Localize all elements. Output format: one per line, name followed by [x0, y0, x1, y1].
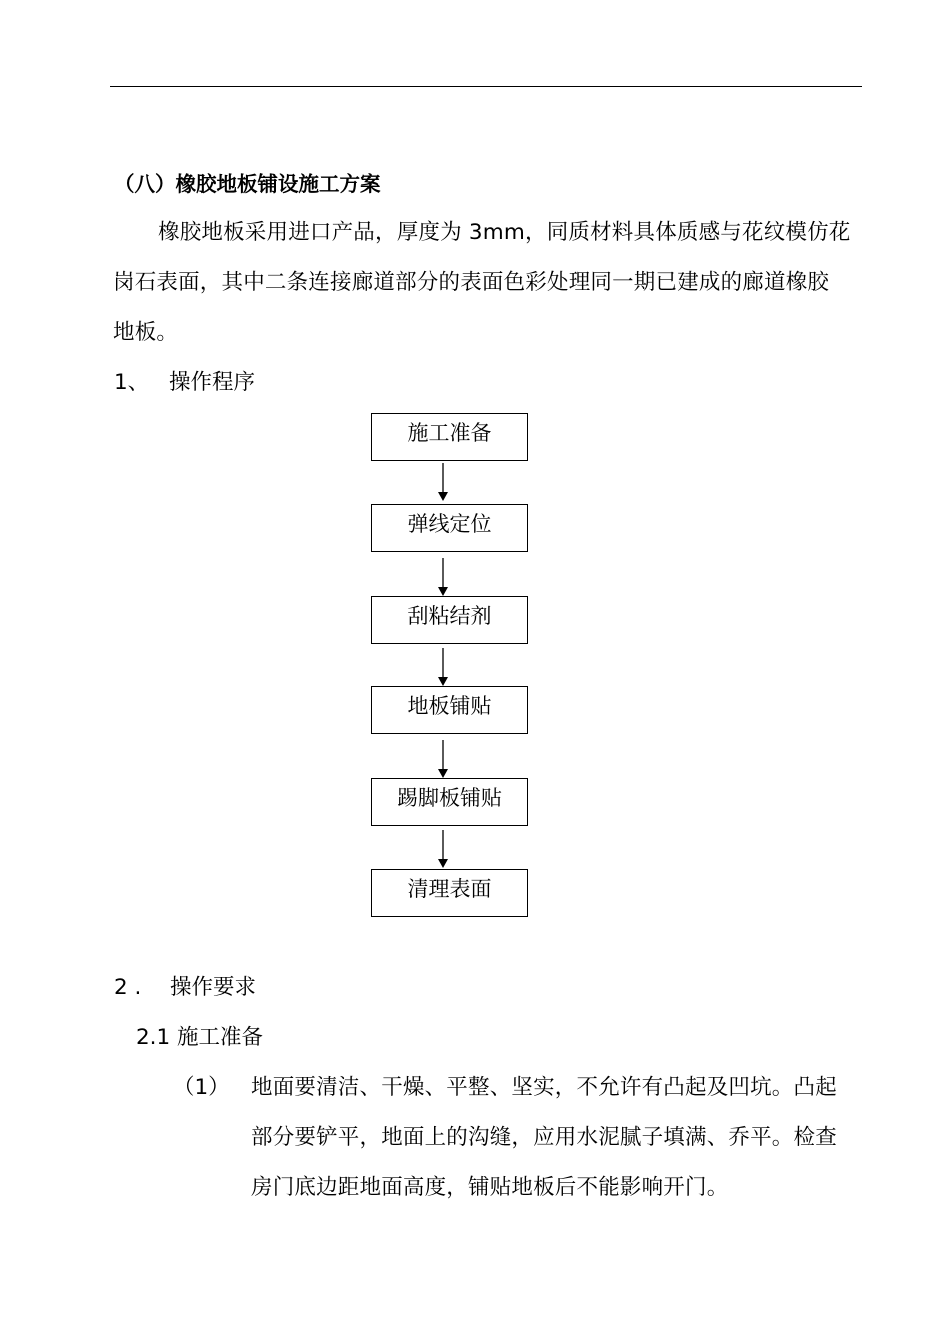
step2-title: 操作要求	[170, 975, 257, 1000]
subsection-2-1-title: 2.1 施工准备	[136, 1025, 264, 1050]
step2-number: 2 .	[114, 975, 142, 1000]
step1-title: 操作程序	[169, 370, 256, 395]
flow-arrow-icon	[436, 740, 450, 778]
item-1-line-2: 部分要铲平，地面上的沟缝，应用水泥腻子填满、乔平。检查	[251, 1125, 837, 1150]
flow-step-layout: 弹线定位	[371, 504, 528, 552]
flow-step-floor-laying: 地板铺贴	[371, 686, 528, 734]
flow-arrow-icon	[436, 558, 450, 596]
intro-line-1: 橡胶地板采用进口产品，厚度为 3mm，同质材料具体质感与花纹模仿花	[158, 220, 851, 245]
step1-number: 1、	[114, 370, 150, 395]
item-1-line-3: 房门底边距地面高度，铺贴地板后不能影响开门。	[251, 1175, 729, 1200]
item-1-line-1: 地面要清洁、干燥、平整、坚实，不允许有凸起及凹坑。凸起	[251, 1075, 837, 1100]
flow-arrow-icon	[436, 463, 450, 501]
intro-line-3: 地板。	[113, 320, 179, 345]
flow-step-prep: 施工准备	[371, 413, 528, 461]
flow-arrow-icon	[436, 648, 450, 686]
flow-step-adhesive: 刮粘结剂	[371, 596, 528, 644]
flow-arrow-icon	[436, 830, 450, 868]
header-rule	[110, 86, 862, 87]
flow-step-cleaning: 清理表面	[371, 869, 528, 917]
section-heading: （八）橡胶地板铺设施工方案	[114, 172, 381, 196]
intro-line-2: 岗石表面，其中二条连接廊道部分的表面色彩处理同一期已建成的廊道橡胶	[113, 270, 830, 295]
flow-step-skirting: 踢脚板铺贴	[371, 778, 528, 826]
item-1-number: （1）	[173, 1075, 230, 1100]
